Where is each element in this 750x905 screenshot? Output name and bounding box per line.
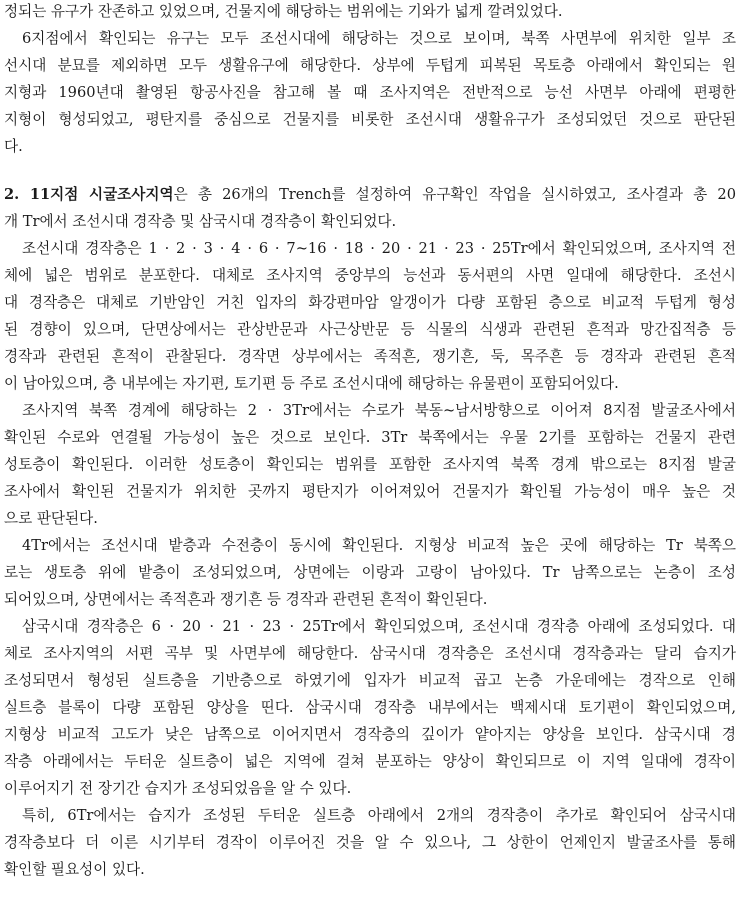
- text-line: 확인된 수로와 연결될 가능성이 높은 것으로 보인다. 3Tr 북쪽에서는 우물 2기를 포함하는 건물지 관련: [4, 429, 736, 446]
- text-line: 선시대 분묘를 제외하면 모두 생활유구에 해당한다. 상부에 두텁게 피복된 목토층 아래에서 확인되는 원: [4, 57, 736, 74]
- text-line: 조선시대 경작층은 1 · 2 · 3 · 4 · 6 · 7~16 · 18 · 20 · 21 · 23 · 25Tr에서 확인되었으며, 조사지역 전: [22, 240, 736, 257]
- text-line: 지형과 1960년대 촬영된 항공사진을 참고해 볼 때 조사지역은 전반적으로 능선 사면부 아래에 편평한: [4, 84, 736, 101]
- text-line: 으로 판단된다.: [4, 510, 98, 527]
- text-line: 이 남아있으며, 층 내부에는 자기편, 토기편 등 주로 조선시대에 해당하는 유물편이 포함되어있다.: [4, 375, 619, 392]
- text-line: 대 경작층은 대체로 기반암인 거친 입자의 화강편마암 알갱이가 다량 포함된 층으로 비교적 두텁게 형성: [4, 294, 736, 311]
- text-line: 실트층 블록이 다량 포함된 양상을 띤다. 삼국시대 경작층 내부에서는 백제시대 토기편이 확인되었으며,: [4, 699, 736, 716]
- text-line: 조성되면서 형성된 실트층을 기반층으로 하였기에 입자가 비교적 곱고 논층 가운데에는 경작으로 인해: [4, 672, 736, 689]
- text-line: 작층 아래에서는 두터운 실트층이 넓은 지역에 걸쳐 분포하는 양상이 확인되므로 이 지역 일대에 경작이: [4, 753, 736, 770]
- text-line: 된 경향이 있으며, 단면상에서는 관상반문과 사근상반문 등 식물의 식생과 관련된 흔적과 망간집적층 등: [4, 321, 736, 338]
- text-line: 특히, 6Tr에서는 습지가 조성된 두터운 실트층 아래에서 2개의 경작층이 추가로 확인되어 삼국시대: [22, 807, 736, 824]
- text-line: 삼국시대 경작층은 6 · 20 · 21 · 23 · 25Tr에서 확인되었으며, 조선시대 경작층 아래에 조성되었다. 대: [22, 618, 736, 635]
- text-line: 4Tr에서는 조선시대 밭층과 수전층이 동시에 확인된다. 지형상 비교적 높은 곳에 해당하는 Tr 북쪽으: [22, 537, 736, 554]
- text-line: 확인할 필요성이 있다.: [4, 861, 145, 878]
- text-line: 조사에서 확인된 건물지가 위치한 곳까지 평탄지가 이어져있어 건물지가 확인될 가능성이 매우 높은 것: [4, 483, 736, 500]
- text-line: 로는 생토층 위에 밭층이 조성되었으며, 상면에는 이랑과 고랑이 남아있다. Tr 남쪽으로는 논층이 조성: [4, 564, 736, 581]
- text-line: 성토층이 확인된다. 이러한 성토층이 확인되는 범위를 포함한 조사지역 북쪽 경계 밖으로는 8지점 발굴: [4, 456, 736, 473]
- text-line: 경작과 관련된 흔적이 관찰된다. 경작면 상부에서는 족적흔, 쟁기흔, 둑, 목주흔 등 경작과 관련된 흔적: [4, 348, 736, 365]
- text-line: 다.: [4, 138, 23, 155]
- text-line: 경작층보다 더 이른 시기부터 경작이 이루어진 것을 알 수 있으나, 그 상한이 언제인지 발굴조사를 통해: [4, 834, 736, 851]
- text-line: 조사지역 북쪽 경계에 해당하는 2 · 3Tr에서는 수로가 북동~남서방향으로 이어져 8지점 발굴조사에서: [22, 402, 736, 419]
- section-heading-line: [4, 185, 736, 205]
- text-line: 개 Tr에서 조선시대 경작층 및 삼국시대 경작층이 확인되었다.: [4, 213, 397, 230]
- text-line: 체에 넓은 범위로 분포한다. 대체로 조사지역 중앙부의 능선과 동서편의 사면 일대에 해당한다. 조선시: [4, 267, 736, 284]
- section-heading: 2. 11지점 시굴조사지역: [4, 186, 174, 203]
- section-heading-rest: 은 총 26개의 Trench를 설정하여 유구확인 작업을 실시하였고, 조사결과 총 20: [173, 186, 736, 203]
- text-line: 이루어지기 전 장기간 습지가 조성되었음을 알 수 있다.: [4, 780, 352, 797]
- text-line: 지형이 형성되었고, 평탄지를 중심으로 건물지를 비롯한 조선시대 생활유구가 조성되었던 것으로 판단된: [4, 111, 736, 128]
- text-line: 6지점에서 확인되는 유구는 모두 조선시대에 해당하는 것으로 보이며, 북쪽 사면부에 위치한 일부 조: [22, 30, 736, 47]
- text-line: 정되는 유구가 잔존하고 있었으며, 건물지에 해당하는 범위에는 기와가 넓게 깔려있었다.: [4, 3, 563, 20]
- text-line: 지형상 비교적 고도가 낮은 남쪽으로 이어지면서 경작층의 깊이가 얕아지는 양상을 보인다. 삼국시대 경: [4, 726, 736, 743]
- text-line: 되어있으며, 상면에서는 족적흔과 쟁기흔 등 경작과 관련된 흔적이 확인된다.: [4, 591, 488, 608]
- text-line: 체로 조사지역의 서편 곡부 및 사면부에 해당한다. 삼국시대 경작층은 조선시대 경작층과는 달리 습지가: [4, 645, 736, 662]
